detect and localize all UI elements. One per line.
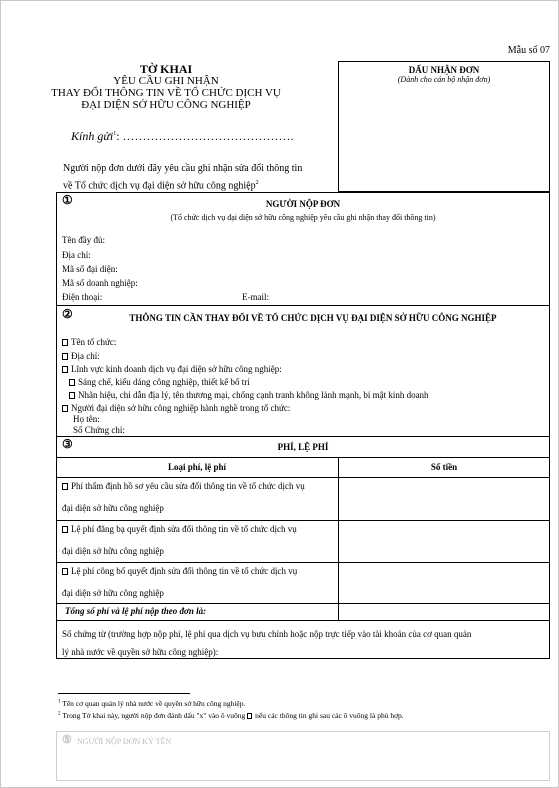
suboption-trademark[interactable] — [69, 390, 429, 400]
section-3-number: ③ — [62, 437, 73, 451]
footnote-2-text-a: Trong Tờ khai này, người nộp đơn đánh dấu "x" vào ô vuông — [62, 711, 246, 720]
fee-row-3[interactable] — [62, 560, 338, 604]
footnote-rule — [58, 693, 190, 694]
option-label: Nhãn hiệu, chỉ dẫn địa lý, tên thương mại, chống cạnh tranh không lành mạnh, bí mật kinh doanh — [78, 390, 429, 400]
checkbox[interactable] — [62, 405, 68, 412]
field-address[interactable]: Địa chỉ: — [62, 250, 91, 260]
receipt-number-field[interactable] — [62, 625, 471, 661]
receipt-stamp-box — [338, 61, 550, 192]
signature-box — [56, 731, 550, 781]
form-number: Mẫu số 07 — [507, 45, 550, 56]
checkbox[interactable] — [69, 392, 75, 399]
subtitle-line-2: THAY ĐỔI THÔNG TIN VỀ TỔ CHỨC DỊCH VỤ — [51, 87, 281, 99]
option-org-name[interactable] — [62, 337, 116, 347]
section-1-title: NGƯỜI NỘP ĐƠN — [265, 199, 341, 209]
amount-header: Số tiền — [430, 462, 458, 472]
recipient-label: Kính gửi — [71, 129, 114, 143]
divider — [56, 457, 550, 458]
fee-label-cont: đại diện sở hữu công nghiệp — [62, 546, 164, 556]
option-address[interactable] — [62, 351, 100, 361]
option-label: Lĩnh vực kinh doanh dịch vụ đại diện sở hữu công nghiệp: — [71, 364, 282, 374]
subtitle-line-3: ĐẠI DIỆN SỞ HỮU CÔNG NGHIỆP — [81, 99, 251, 111]
option-business-field[interactable] — [62, 364, 282, 374]
section-2-number: ② — [62, 307, 73, 321]
field-phone[interactable]: Điện thoại: — [62, 292, 103, 302]
field-email[interactable]: E-mail: — [242, 292, 269, 302]
fee-label: Phí thẩm định hồ sơ yêu cầu sửa đổi thông tin về tổ chức dịch vụ — [71, 481, 305, 491]
fee-row-2[interactable] — [62, 518, 338, 562]
intro-line-1: Người nộp đơn dưới đây yêu cầu ghi nhận sửa đổi thông tin — [63, 163, 303, 174]
field-full-name[interactable]: Tên đầy đủ: — [62, 235, 105, 245]
checkbox[interactable] — [62, 366, 68, 373]
divider — [56, 436, 550, 437]
subtitle-line-1: YÊU CẦU GHI NHẬN — [113, 75, 219, 87]
form-title: TỜ KHAI — [139, 62, 193, 76]
stamp-title: DẤU NHẬN ĐƠN — [408, 65, 480, 75]
section-2-title: THÔNG TIN CẦN THAY ĐỔI VỀ TỔ CHỨC DỊCH VỤ ĐẠI DIỆN SỞ HỮU CÔNG NGHIỆP — [129, 313, 497, 323]
recipient-dots: : ……………………………………. — [116, 129, 294, 143]
divider — [56, 620, 550, 621]
fee-label: Lệ phí đăng bạ quyết định sửa đổi thông tin về tổ chức dịch vụ — [71, 524, 297, 534]
fee-row-1[interactable] — [62, 475, 338, 519]
suboption-patent[interactable] — [69, 377, 250, 387]
section-5-title: NGƯỜI NỘP ĐƠN KÝ TÊN — [77, 737, 172, 746]
checkbox[interactable] — [69, 379, 75, 386]
option-label: Địa chỉ: — [71, 351, 100, 361]
option-label: Sáng chế, kiểu dáng công nghiệp, thiết kế bố trí — [78, 377, 250, 387]
checkbox[interactable] — [62, 526, 68, 533]
divider — [56, 305, 550, 306]
fee-total-label: Tổng số phí và lệ phí nộp theo đơn là: — [65, 606, 207, 616]
form-title-block — [41, 63, 291, 111]
option-label: Tên tổ chức: — [71, 337, 117, 347]
intro-text — [63, 161, 302, 193]
option-label: Người đại diện sở hữu công nghiệp hành nghề trong tổ chức: — [71, 403, 291, 413]
checkbox[interactable] — [62, 339, 68, 346]
fee-label: Lệ phí công bố quyết định sửa đổi thông tin về tổ chức dịch vụ — [71, 566, 298, 576]
footnote-2: $^2$ Trong Tờ khai này, người nộp đơn đánh dấu "x" vào ô vuông nếu các thông tin ghi sau các ô vuông là phù hợp. — [58, 711, 404, 720]
receipt-line-2: lý nhà nước về quyền sở hữu công nghiệp): — [62, 647, 219, 657]
field-agent-name[interactable]: Họ tên: — [73, 414, 100, 424]
intro-line-2: về Tổ chức dịch vụ đại diện sở hữu công nghiệp — [63, 180, 256, 192]
section-1-note: (Tổ chức dịch vụ đại diện sở hữu công nghiệp yêu cầu ghi nhận thay đổi thông tin) — [170, 213, 436, 222]
fee-label-cont: đại diện sở hữu công nghiệp — [62, 503, 164, 513]
field-representative-code[interactable]: Mã số đại diện: — [62, 264, 118, 274]
checkbox[interactable] — [62, 483, 68, 490]
section-3-title: PHÍ, LỆ PHÍ — [277, 442, 329, 452]
fee-label-cont: đại diện sở hữu công nghiệp — [62, 588, 164, 598]
field-business-code[interactable]: Mã số doanh nghiệp: — [62, 278, 138, 288]
footnote-2-text-b: nếu các thông tin ghi sau các ô vuông là phù hợp. — [255, 711, 404, 720]
recipient-line — [71, 129, 294, 144]
footnote-ref-2: 2 — [255, 180, 259, 186]
stamp-note: (Dành cho cán bộ nhận đơn) — [397, 75, 491, 84]
receipt-line-1: Số chứng từ (trường hợp nộp phí, lệ phí qua dịch vụ bưu chính hoặc nộp trực tiếp vào tài khoản của cơ quan quản — [62, 629, 472, 639]
footnote-ref-1: 1 — [113, 131, 117, 137]
section-5-number: ⑤ — [62, 734, 72, 746]
column-divider — [338, 457, 339, 620]
footnote-1-text: Tên cơ quan quản lý nhà nước về quyền sở hữu công nghiệp. — [62, 699, 246, 708]
checkbox[interactable] — [62, 353, 68, 360]
option-ip-agent[interactable] — [62, 403, 290, 413]
checkbox-symbol — [247, 713, 252, 719]
section-1-number: ① — [62, 193, 73, 207]
fee-type-header: Loại phí, lệ phí — [167, 462, 227, 472]
checkbox[interactable] — [62, 568, 68, 575]
divider — [56, 603, 550, 604]
field-certificate-no[interactable]: Số Chứng chỉ: — [73, 425, 125, 435]
footnote-1: $^1$ Tên cơ quan quản lý nhà nước về quyền sở hữu công nghiệp. — [58, 699, 246, 708]
